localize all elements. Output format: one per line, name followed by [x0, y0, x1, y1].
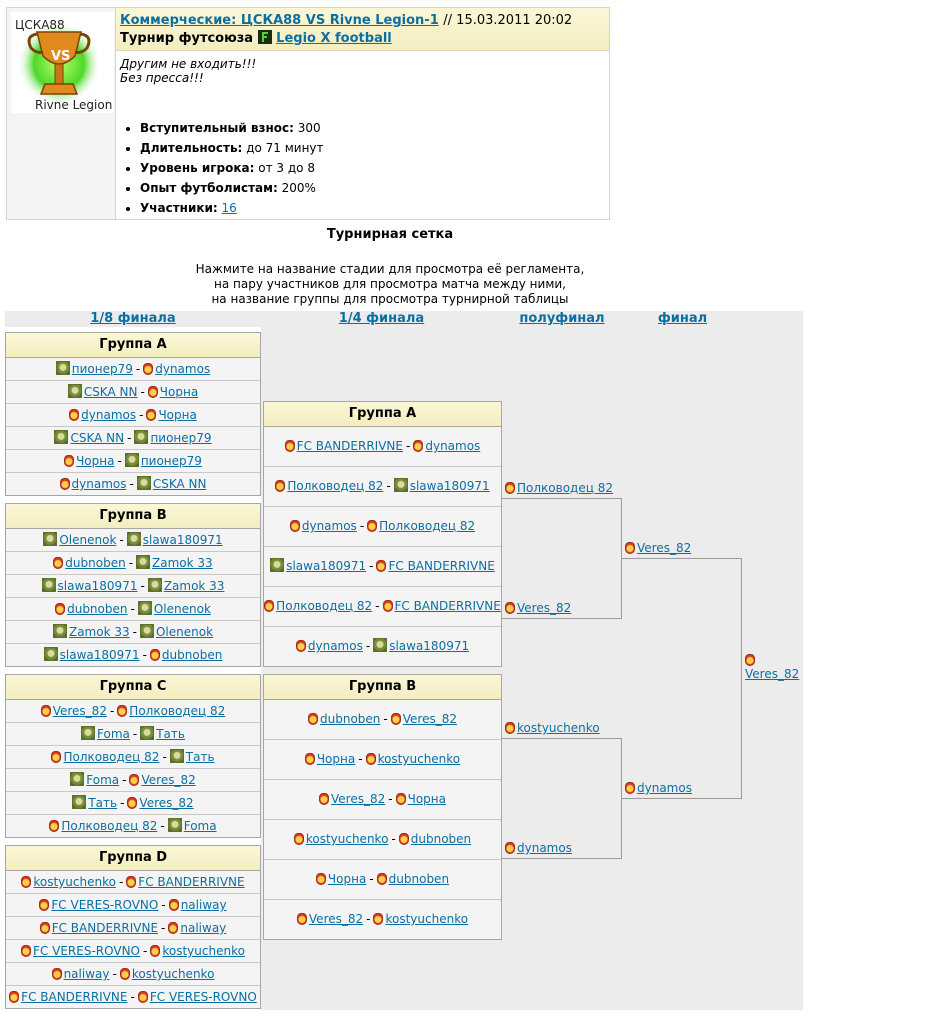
team-emblem-icon — [9, 991, 19, 1003]
player-link[interactable]: Полководец 82 — [276, 599, 373, 613]
player-link[interactable]: Полководец 82 — [129, 704, 226, 718]
team-emblem-icon — [505, 602, 515, 614]
player-link[interactable]: FC VERES-ROVNO — [33, 944, 141, 958]
team-emblem-icon — [290, 520, 300, 532]
match-row[interactable] — [6, 620, 260, 643]
player-link[interactable]: CSKA NN — [70, 431, 125, 445]
versus-dash: - — [122, 773, 127, 787]
stage-r16: 1/8 финала — [5, 311, 261, 327]
group-title[interactable]: Группа B — [6, 504, 260, 529]
team-emblem-icon — [126, 876, 136, 888]
bracket-line — [622, 558, 742, 559]
bracket-entry[interactable] — [505, 481, 613, 495]
player-link[interactable]: Zamok 33 — [152, 556, 213, 570]
group-title[interactable]: Группа D — [6, 846, 260, 871]
player-link[interactable]: dynamos — [307, 639, 363, 653]
versus-dash: - — [130, 990, 135, 1004]
player-avatar-icon — [125, 453, 139, 467]
player-link[interactable]: пионер79 — [140, 454, 202, 468]
versus-dash: - — [383, 712, 388, 726]
player-link[interactable]: dubnoben — [410, 832, 472, 846]
team-emblem-icon — [148, 386, 158, 398]
player-avatar-icon — [394, 478, 408, 492]
player-link[interactable]: dubnoben — [161, 648, 223, 662]
team-emblem-icon — [505, 482, 515, 494]
versus-dash: - — [132, 727, 138, 741]
team-emblem-icon — [64, 455, 74, 467]
team-emblem-icon — [391, 713, 401, 725]
group-title[interactable]: Группа A — [6, 333, 260, 358]
versus-dash: - — [162, 750, 167, 764]
player-avatar-icon — [53, 624, 67, 638]
versus-dash: - — [142, 648, 147, 662]
player-link[interactable]: CSKA NN — [83, 385, 138, 399]
versus-dash: - — [375, 599, 380, 613]
match-row[interactable] — [264, 586, 501, 626]
match-row[interactable] — [6, 985, 260, 1008]
player-avatar-icon — [170, 749, 184, 763]
versus-dash: - — [143, 944, 148, 958]
versus-dash: - — [119, 533, 124, 547]
team-emblem-icon — [373, 913, 383, 925]
player-link[interactable]: dubnoben — [67, 602, 128, 616]
versus-dash: - — [120, 796, 125, 810]
match-row[interactable] — [264, 466, 501, 506]
team-emblem-icon — [745, 654, 755, 666]
league-flag-icon — [258, 30, 272, 44]
team-emblem-icon — [505, 722, 515, 734]
team-emblem-icon — [399, 833, 409, 845]
player-link[interactable]: Чорна — [159, 385, 199, 399]
player-avatar-icon — [140, 624, 154, 638]
match-row[interactable] — [264, 506, 501, 546]
match-info-list — [120, 118, 324, 218]
player-link[interactable]: Foma — [97, 727, 130, 741]
player-link[interactable]: dynamos — [81, 408, 137, 422]
player-link[interactable]: CSKA NN — [152, 477, 207, 491]
team-emblem-icon — [285, 440, 295, 452]
player-link[interactable]: slawa180971 — [59, 648, 140, 662]
player-link[interactable]: dubnoben — [320, 712, 381, 726]
player-link[interactable]: пионер79 — [71, 362, 133, 376]
player-link[interactable]: Veres_82 — [517, 601, 572, 615]
bracket-entry[interactable] — [625, 781, 692, 795]
player-avatar-icon — [127, 532, 141, 546]
team-emblem-icon — [138, 991, 148, 1003]
versus-dash: - — [127, 431, 132, 445]
player-link[interactable]: Veres_82 — [637, 541, 692, 555]
versus-dash: - — [369, 559, 374, 573]
tournament-label: Турнир футсоюза — [120, 31, 254, 46]
bracket-line — [622, 798, 742, 799]
player-link[interactable]: Чорна — [158, 408, 197, 422]
participants-link[interactable]: 16 — [221, 201, 237, 215]
player-link[interactable]: slawa180971 — [57, 579, 138, 593]
player-link[interactable]: Veres_82 — [308, 912, 364, 926]
player-link[interactable]: Zamok 33 — [163, 579, 225, 593]
versus-dash: - — [406, 439, 411, 453]
logo-bottom-text: Rivne Legion — [35, 98, 113, 112]
player-link[interactable]: Полководец 82 — [63, 750, 160, 764]
player-avatar-icon — [68, 384, 82, 398]
final-column — [622, 311, 743, 1010]
player-link[interactable]: naliway — [180, 921, 227, 935]
player-link[interactable]: FC BANDERRIVNE — [388, 559, 495, 573]
match-row[interactable] — [264, 779, 501, 819]
team-emblem-icon — [117, 705, 127, 717]
team-emblem-icon — [625, 782, 635, 794]
player-link[interactable]: Foma — [183, 819, 217, 833]
info-item: • Вступительный взнос: 300 — [140, 118, 324, 138]
match-description — [120, 57, 256, 85]
bracket-line — [502, 858, 622, 859]
title-bar — [116, 8, 609, 51]
team-emblem-icon — [305, 753, 315, 765]
team-emblem-icon — [150, 649, 160, 661]
versus-dash: - — [135, 362, 141, 376]
player-link[interactable]: Тать — [185, 750, 215, 764]
versus-dash: - — [366, 912, 371, 926]
match-row[interactable] — [6, 529, 260, 551]
versus-dash: - — [130, 602, 135, 616]
player-link[interactable]: Veres_82 — [139, 796, 194, 810]
player-avatar-icon — [137, 476, 151, 490]
player-link[interactable]: Zamok 33 — [68, 625, 130, 639]
match-row[interactable] — [264, 739, 501, 779]
bracket-line — [741, 558, 742, 799]
versus-dash: - — [132, 625, 137, 639]
team-emblem-icon — [316, 873, 326, 885]
player-link[interactable]: Чорна — [407, 792, 446, 806]
bracket-entry[interactable] — [505, 721, 600, 735]
player-link[interactable]: dynamos — [71, 477, 127, 491]
team-emblem-icon — [294, 833, 304, 845]
info-item: • Уровень игрока: от 3 до 8 — [140, 158, 324, 178]
player-avatar-icon — [70, 772, 84, 786]
player-link[interactable]: Veres_82 — [52, 704, 107, 718]
group-box — [5, 332, 261, 496]
team-emblem-icon — [69, 409, 79, 421]
team-emblem-icon — [39, 899, 49, 911]
versus-dash: - — [359, 519, 365, 533]
versus-dash: - — [391, 832, 396, 846]
group-box — [5, 674, 261, 838]
match-row[interactable] — [264, 859, 501, 899]
match-row[interactable] — [6, 574, 260, 597]
player-avatar-icon — [138, 601, 152, 615]
group-box — [263, 674, 502, 940]
match-row[interactable] — [6, 551, 260, 574]
player-link[interactable]: dynamos — [425, 439, 481, 453]
match-row[interactable] — [6, 893, 260, 916]
player-link[interactable]: Тать — [156, 727, 185, 741]
player-link[interactable]: kostyuchenko — [517, 721, 600, 735]
match-row[interactable] — [6, 643, 260, 666]
team-emblem-icon — [168, 922, 178, 934]
match-row[interactable] — [6, 449, 260, 472]
stage-sf: полуфинал — [502, 311, 622, 327]
versus-dash: - — [118, 875, 124, 889]
player-link[interactable]: FC BANDERRIVNE — [394, 599, 501, 613]
player-link[interactable]: Olenenok — [59, 533, 117, 547]
team-emblem-icon — [296, 640, 306, 652]
player-link[interactable]: пионер79 — [150, 431, 212, 445]
versus-dash: - — [139, 408, 144, 422]
match-row[interactable] — [6, 358, 260, 380]
player-link[interactable]: dynamos — [155, 362, 211, 376]
group-title[interactable]: Группа A — [264, 402, 501, 427]
stage-final: финал — [622, 311, 743, 327]
team-emblem-icon — [143, 363, 153, 375]
player-link[interactable]: FC VERES-ROVNO — [51, 898, 159, 912]
player-avatar-icon — [42, 578, 56, 592]
player-link[interactable]: Полководец 82 — [61, 819, 158, 833]
bracket-entry[interactable] — [505, 601, 571, 615]
logo-cell — [7, 8, 116, 219]
player-avatar-icon — [148, 578, 162, 592]
versus-dash: - — [358, 752, 363, 766]
player-avatar-icon — [54, 430, 68, 444]
team-emblem-icon — [275, 480, 285, 492]
player-avatar-icon — [56, 361, 70, 375]
match-row[interactable] — [6, 814, 260, 837]
match-row[interactable] — [6, 472, 260, 495]
team-emblem-icon — [60, 478, 70, 490]
versus-dash: - — [109, 704, 115, 718]
match-row[interactable] — [6, 700, 260, 722]
versus-dash: - — [386, 479, 391, 493]
versus-dash: - — [112, 967, 117, 981]
team-emblem-icon — [21, 945, 31, 957]
tournament-line — [120, 30, 392, 46]
match-row[interactable] — [6, 745, 260, 768]
desc-line: Другим не входить!!! — [120, 57, 257, 71]
match-row[interactable] — [6, 871, 260, 893]
player-avatar-icon — [134, 430, 148, 444]
bracket-title: Турнирная сетка — [326, 227, 454, 242]
player-link[interactable]: slawa180971 — [389, 639, 470, 653]
group-box — [5, 845, 261, 1009]
player-avatar-icon — [140, 726, 154, 740]
player-avatar-icon — [72, 795, 86, 809]
player-link[interactable]: kostyuchenko — [131, 967, 215, 981]
logo-top-text: ЦСКА88 — [15, 18, 65, 32]
player-link[interactable]: kostyuchenko — [33, 875, 116, 889]
match-row[interactable] — [6, 791, 260, 814]
team-emblem-icon — [319, 793, 329, 805]
team-emblem-icon — [49, 820, 59, 832]
player-avatar-icon — [81, 726, 95, 740]
sf-column — [502, 311, 622, 1010]
bracket-hint: Нажмите на название стадии для просмотра её регламента, на пару участников для просмотра матча между ними, на название группы для просмотра турнирной таблицы — [195, 262, 585, 306]
match-row[interactable] — [6, 916, 260, 939]
player-link[interactable]: dynamos — [517, 841, 572, 855]
player-link[interactable]: slawa180971 — [142, 533, 223, 547]
team-emblem-icon — [120, 968, 130, 980]
team-emblem-icon — [41, 705, 51, 717]
info-item: • Опыт футболистам: 200% — [140, 178, 324, 198]
versus-dash: - — [160, 819, 165, 833]
team-emblem-icon — [383, 600, 393, 612]
tournament-header — [6, 7, 610, 220]
versus-dash: - — [369, 872, 374, 886]
versus-dash: - — [161, 921, 166, 935]
team-emblem-icon — [55, 603, 65, 615]
team-emblem-icon — [396, 793, 406, 805]
match-row[interactable] — [264, 546, 501, 586]
player-link[interactable]: FC BANDERRIVNE — [51, 921, 159, 935]
player-link[interactable]: kostyuchenko — [162, 944, 245, 958]
team-emblem-icon — [366, 753, 376, 765]
player-avatar-icon — [373, 638, 387, 652]
player-link[interactable]: Полководец 82 — [287, 479, 384, 493]
player-avatar-icon — [270, 558, 284, 572]
versus-dash: - — [128, 556, 134, 570]
player-avatar-icon — [168, 818, 182, 832]
tournament-logo — [11, 12, 114, 113]
player-link[interactable]: Чорна — [76, 454, 115, 468]
player-link[interactable]: FC BANDERRIVNE — [21, 990, 128, 1004]
player-link[interactable]: Veres_82 — [141, 773, 196, 787]
group-title[interactable]: Группа C — [6, 675, 260, 700]
match-title — [120, 13, 572, 28]
player-link[interactable]: Тать — [88, 796, 118, 810]
tournament-winner[interactable] — [745, 653, 799, 681]
player-avatar-icon — [136, 555, 150, 569]
team-emblem-icon — [505, 842, 515, 854]
player-link[interactable]: slawa180971 — [409, 479, 490, 493]
team-emblem-icon — [150, 945, 160, 957]
group-box — [263, 401, 502, 667]
match-title-link[interactable]: Коммерческие: ЦСКА88 VS Rivne Legion-1 — [120, 13, 439, 28]
match-row[interactable] — [264, 700, 501, 739]
team-emblem-icon — [127, 797, 137, 809]
player-link[interactable]: dynamos — [301, 519, 357, 533]
player-link[interactable]: Чорна — [327, 872, 367, 886]
player-link[interactable]: Veres_82 — [331, 792, 386, 806]
team-emblem-icon — [367, 520, 377, 532]
match-row[interactable] — [6, 939, 260, 962]
bracket-line — [502, 618, 622, 619]
player-avatar-icon — [43, 532, 57, 546]
player-link[interactable]: FC BANDERRIVNE — [296, 439, 403, 453]
team-emblem-icon — [169, 899, 179, 911]
bracket-entry[interactable] — [505, 841, 572, 855]
match-row[interactable] — [264, 626, 501, 666]
player-link[interactable]: kostyuchenko — [305, 832, 389, 846]
versus-dash: - — [365, 639, 371, 653]
team-emblem-icon — [52, 968, 62, 980]
player-link[interactable]: Foma — [86, 773, 120, 787]
desc-line: Без пресса!!! — [120, 71, 204, 85]
bracket-entry[interactable] — [625, 541, 691, 555]
team-emblem-icon — [377, 873, 387, 885]
versus-dash: - — [161, 898, 166, 912]
match-row[interactable] — [6, 768, 260, 791]
group-box — [5, 503, 261, 667]
match-row[interactable] — [264, 899, 501, 939]
tournament-link[interactable]: Legio X football — [276, 31, 392, 46]
bracket-line — [502, 738, 622, 739]
cup-logo-icon — [11, 12, 114, 113]
player-link[interactable]: Olenenok — [155, 625, 214, 639]
team-emblem-icon — [308, 713, 318, 725]
info-item: • Длительность: до 71 минут — [140, 138, 324, 158]
match-row[interactable] — [264, 427, 501, 466]
player-link[interactable]: FC BANDERRIVNE — [138, 875, 245, 889]
team-emblem-icon — [146, 409, 156, 421]
team-emblem-icon — [297, 913, 307, 925]
player-link[interactable]: naliway — [63, 967, 110, 981]
team-emblem-icon — [264, 600, 274, 612]
team-emblem-icon — [376, 560, 386, 572]
match-row[interactable] — [6, 403, 260, 426]
player-link[interactable]: Olenenok — [153, 602, 211, 616]
winner-link[interactable]: Veres_82 — [745, 667, 800, 681]
match-row[interactable] — [6, 597, 260, 620]
player-link[interactable]: slawa180971 — [286, 559, 367, 573]
match-datetime: // 15.03.2011 20:02 — [443, 13, 573, 28]
versus-dash: - — [117, 454, 122, 468]
match-row[interactable] — [6, 962, 260, 985]
stage-qf: 1/4 финала — [261, 311, 502, 327]
team-emblem-icon — [40, 922, 50, 934]
player-link[interactable]: naliway — [180, 898, 227, 912]
versus-dash: - — [140, 385, 145, 399]
logo-vs: VS — [51, 49, 71, 64]
versus-dash: - — [129, 477, 134, 491]
player-link[interactable]: kostyuchenko — [377, 752, 461, 766]
versus-dash: - — [140, 579, 145, 593]
team-emblem-icon — [21, 876, 31, 888]
player-link[interactable]: Veres_82 — [402, 712, 457, 726]
stage-winner — [743, 311, 803, 327]
player-link[interactable]: dynamos — [637, 781, 692, 795]
bracket-line — [502, 498, 622, 499]
match-row[interactable] — [6, 722, 260, 745]
player-avatar-icon — [44, 647, 58, 661]
match-row[interactable] — [6, 426, 260, 449]
player-link[interactable]: Полководец 82 — [379, 519, 476, 533]
match-row[interactable] — [6, 380, 260, 403]
team-emblem-icon — [413, 440, 423, 452]
team-emblem-icon — [51, 751, 61, 763]
group-title[interactable]: Группа B — [264, 675, 501, 700]
match-row[interactable] — [264, 819, 501, 859]
player-link[interactable]: dubnoben — [65, 556, 126, 570]
player-link[interactable]: Чорна — [316, 752, 356, 766]
info-item: • Участники: 16 — [140, 198, 324, 218]
player-link[interactable]: Полководец 82 — [517, 481, 613, 495]
player-link[interactable]: dubnoben — [388, 872, 450, 886]
player-link[interactable]: kostyuchenko — [385, 912, 469, 926]
team-emblem-icon — [53, 557, 63, 569]
versus-dash: - — [388, 792, 393, 806]
player-link[interactable]: FC VERES-ROVNO — [149, 990, 257, 1004]
team-emblem-icon — [625, 542, 635, 554]
team-emblem-icon — [129, 774, 139, 786]
